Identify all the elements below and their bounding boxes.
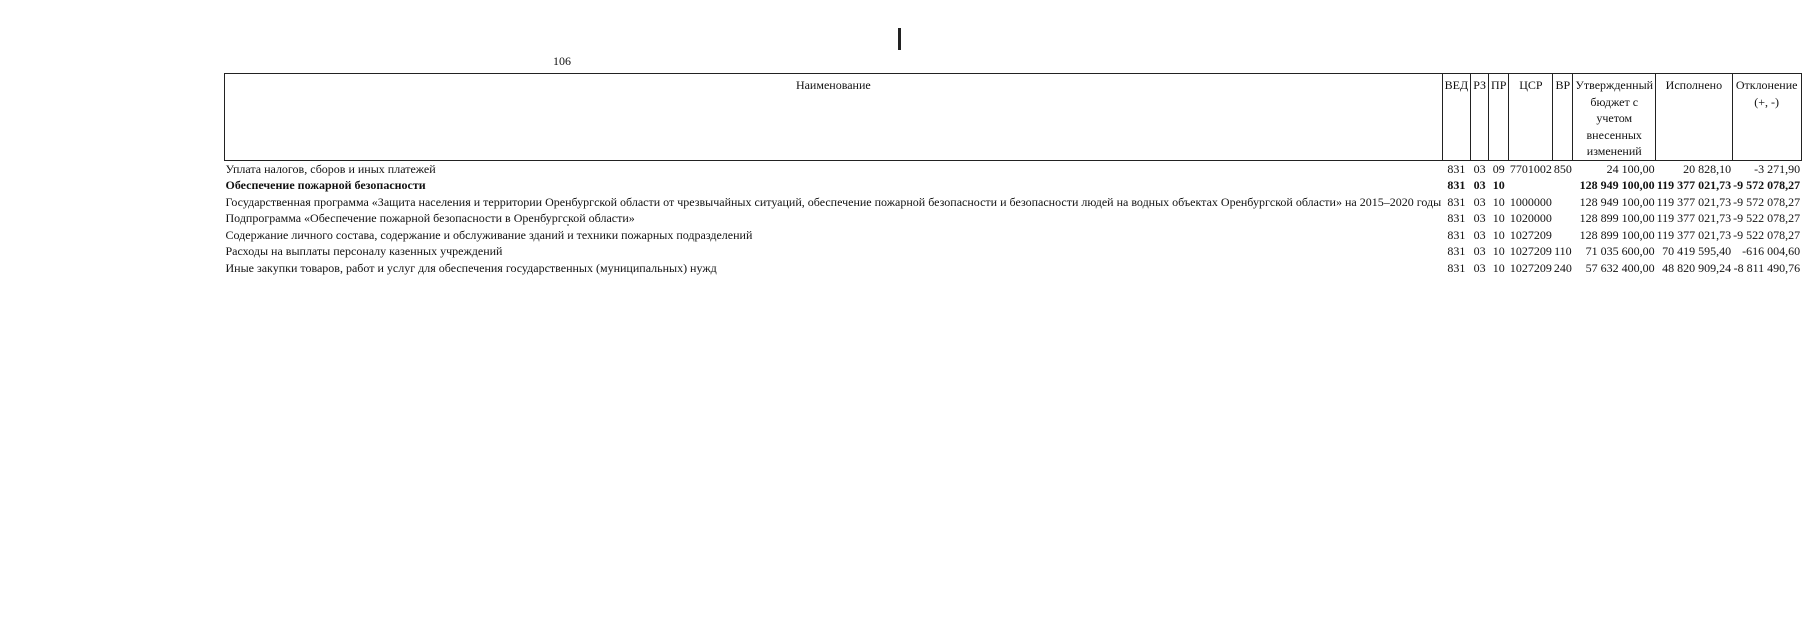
- row-executed: 20 828,10: [1683, 161, 1732, 176]
- header-ved: ВЕД: [1442, 74, 1471, 161]
- row-name: Государственная программа «Защита населения и территории Оренбургской области от чрезвычайных ситуаций, обеспечение пожарной безопасности и безопасности людей на водных объектах Оренбургской области» на 2015–2020 годы: [225, 194, 1442, 209]
- header-csr: ЦСР: [1509, 74, 1553, 161]
- row-approved: 24 100,00: [1606, 161, 1655, 176]
- row-rz: 03: [1473, 260, 1486, 275]
- row-vr: [1553, 177, 1573, 194]
- row-rz: 03: [1473, 211, 1486, 225]
- row-deviation: -3 271,90: [1754, 161, 1801, 176]
- table-row: [225, 227, 1802, 244]
- header-deviation: Отклонение (+, -): [1732, 74, 1801, 161]
- row-csr: 1027209: [1509, 244, 1552, 258]
- row-rz: 03: [1473, 178, 1486, 192]
- table-row: [225, 243, 1802, 260]
- header-name: Наименование: [225, 74, 1443, 161]
- row-ved: 831: [1447, 161, 1466, 176]
- row-csr: 1020000: [1509, 211, 1552, 225]
- row-vr: 240: [1553, 260, 1572, 275]
- row-approved: 128 949 100,00: [1579, 194, 1655, 209]
- row-name: Содержание личного состава, содержание и обслуживание зданий и техники пожарных подразделений: [225, 227, 753, 242]
- row-pr: 10: [1492, 178, 1505, 192]
- row-deviation: -9 572 078,27: [1733, 194, 1801, 209]
- row-executed: 119 377 021,73: [1656, 194, 1732, 209]
- header-rz: РЗ: [1471, 74, 1489, 161]
- page-number: 106: [553, 54, 571, 68]
- row-vr: [1553, 210, 1573, 227]
- row-csr: [1509, 177, 1553, 194]
- row-csr: 1027209: [1509, 227, 1552, 242]
- row-vr: [1553, 227, 1573, 244]
- row-pr: 09: [1492, 161, 1505, 176]
- row-approved: 57 632 400,00: [1585, 260, 1655, 275]
- row-ved: 831: [1447, 178, 1466, 192]
- row-ved: 831: [1447, 244, 1466, 258]
- row-rz: 03: [1473, 244, 1486, 258]
- row-ved: 831: [1447, 194, 1466, 209]
- header-pr: ПР: [1489, 74, 1509, 161]
- header-approved: Утвержденный бюджет с учетом внесенных изменений: [1573, 74, 1656, 161]
- row-name: Подпрограмма «Обеспечение пожарной безопасности в Оренбургской области»: [225, 211, 635, 225]
- row-rz: 03: [1473, 194, 1486, 209]
- row-rz: 03: [1473, 227, 1486, 242]
- row-approved: 128 899 100,00: [1579, 211, 1655, 225]
- row-executed: 119 377 021,73: [1656, 178, 1732, 192]
- row-ved: 831: [1447, 227, 1466, 242]
- row-ved: 831: [1447, 260, 1466, 275]
- row-pr: 10: [1492, 244, 1505, 258]
- table-row: [225, 160, 1802, 177]
- row-executed: 70 419 595,40: [1662, 244, 1732, 258]
- table-row: [225, 194, 1802, 211]
- row-name: Иные закупки товаров, работ и услуг для обеспечения государственных (муниципальных) нужд: [225, 260, 717, 275]
- row-pr: 10: [1492, 211, 1505, 225]
- budget-execution-table: [224, 73, 1802, 276]
- row-executed: 48 820 909,24: [1662, 260, 1732, 275]
- row-name: Обеспечение пожарной безопасности: [225, 178, 426, 192]
- row-approved: 71 035 600,00: [1585, 244, 1655, 258]
- row-pr: 10: [1492, 194, 1505, 209]
- row-csr: 1000000: [1509, 194, 1552, 209]
- row-deviation: -8 811 490,76: [1733, 260, 1801, 275]
- row-name: Уплата налогов, сборов и иных платежей: [225, 161, 436, 176]
- row-csr: 1027209: [1509, 260, 1552, 275]
- row-pr: 10: [1492, 260, 1505, 275]
- row-pr: 10: [1492, 227, 1505, 242]
- table-row: [225, 177, 1802, 194]
- row-ved: 831: [1447, 211, 1466, 225]
- table-header-row: [225, 74, 1802, 161]
- table-row: [225, 210, 1802, 227]
- row-vr: 850: [1553, 161, 1572, 176]
- row-executed: 119 377 021,73: [1656, 211, 1732, 225]
- page-edge-mark: [898, 28, 901, 50]
- table-row: [225, 260, 1802, 277]
- row-deviation: -9 522 078,27: [1733, 211, 1801, 225]
- row-vr: [1553, 194, 1573, 211]
- row-executed: 119 377 021,73: [1656, 227, 1732, 242]
- row-deviation: -9 572 078,27: [1733, 178, 1801, 192]
- header-executed: Исполнено: [1656, 74, 1733, 161]
- row-csr: 7701002: [1509, 161, 1552, 176]
- row-vr: 110: [1554, 244, 1572, 258]
- header-vr: ВР: [1553, 74, 1573, 161]
- row-deviation: -9 522 078,27: [1733, 227, 1801, 242]
- table-body: [225, 160, 1802, 276]
- row-name: Расходы на выплаты персоналу казенных учреждений: [225, 244, 503, 258]
- row-deviation: -616 004,60: [1742, 244, 1801, 258]
- row-approved: 128 949 100,00: [1579, 178, 1655, 192]
- row-rz: 03: [1473, 161, 1486, 176]
- row-approved: 128 899 100,00: [1579, 227, 1655, 242]
